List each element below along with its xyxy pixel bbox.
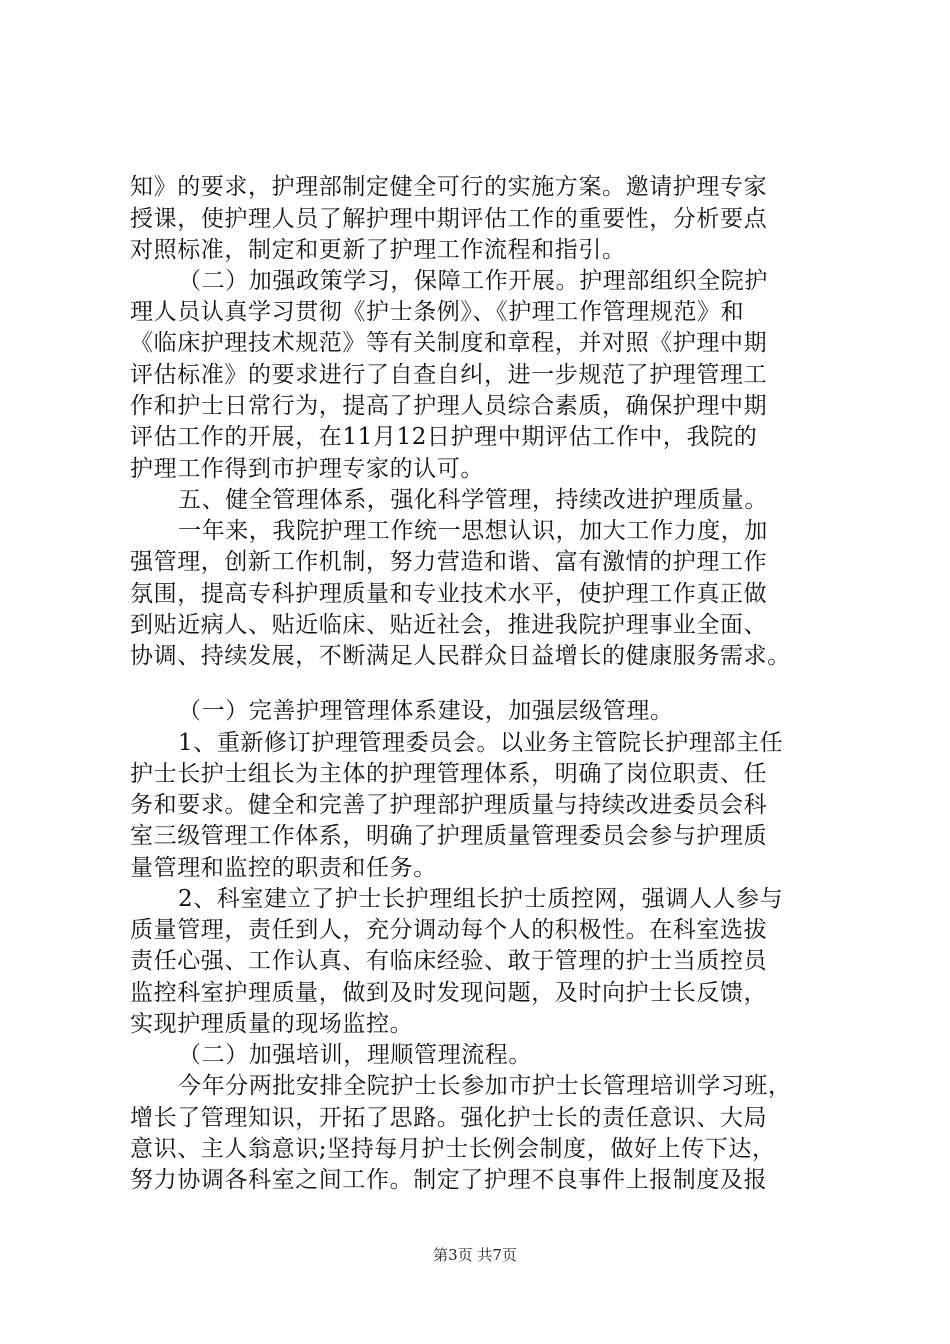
text-line: 协调、持续发展，不断满足人民群众日益增长的健康服务需求。: [130, 643, 791, 669]
text-line: 务和要求。健全和完善了护理部护理质量与持续改进委员会科: [130, 792, 768, 818]
text-line: 护理工作得到市护理专家的认可。: [130, 456, 484, 482]
text-line: 到贴近病人、贴近临床、贴近社会，推进我院护理事业全面、: [130, 612, 768, 638]
text-line: 对照标准，制定和更新了护理工作流程和指引。: [130, 237, 626, 263]
text-line: 《临床护理技术规范》等有关制度和章程，并对照《护理中期: [130, 330, 768, 356]
text-line: 今年分两批安排全院护士长参加市护士长管理培训学习班，: [178, 1073, 792, 1099]
text-line: 责任心强、工作认真、有临床经验、敢于管理的护士当质控员: [130, 948, 768, 974]
subsection-heading: （二）加强培训，理顺管理流程。: [178, 1042, 532, 1068]
text-line: 努力协调各科室之间工作。制定了护理不良事件上报制度及报: [130, 1167, 768, 1193]
text-line: 量管理和监控的职责和任务。: [130, 855, 437, 881]
text-line: 1、重新修订护理管理委员会。以业务主管院长护理部主任: [178, 730, 784, 756]
text-line: 作和护士日常行为，提高了护理人员综合素质，确保护理中期: [130, 393, 768, 419]
text-line: 一年来，我院护理工作统一思想认识，加大工作力度，加: [178, 518, 768, 544]
text-line: 评估工作的开展，在11月12日护理中期评估工作中，我院的: [130, 424, 758, 450]
subsection-heading: （一）完善护理管理体系建设，加强层级管理。: [178, 698, 674, 724]
text-line: 知》的要求，护理部制定健全可行的实施方案。邀请护理专家: [130, 174, 768, 200]
text-line: 2、科室建立了护士长护理组长护士质控网，强调人人参与: [178, 886, 784, 912]
text-line: （二）加强政策学习，保障工作开展。护理部组织全院护: [178, 268, 768, 294]
text-line: 理人员认真学习贯彻《护士条例》、《护理工作管理规范》和: [130, 299, 745, 325]
text-line: 增长了管理知识，开拓了思路。强化护士长的责任意识、大局: [130, 1105, 768, 1131]
text-line: 实现护理质量的现场监控。: [130, 1011, 414, 1037]
text-line: 授课，使护理人员了解护理中期评估工作的重要性，分析要点: [130, 206, 768, 232]
text-line: 评估标准》的要求进行了自查自纠，进一步规范了护理管理工: [130, 362, 768, 388]
text-line: 氛围，提高专科护理质量和专业技术水平，使护理工作真正做: [130, 581, 768, 607]
text-line: 室三级管理工作体系，明确了护理质量管理委员会参与护理质: [130, 823, 768, 849]
text-line: 意识、主人翁意识;坚持每月护士长例会制度，做好上传下达，: [130, 1136, 776, 1162]
page-number-footer: 第3页 共7页: [433, 1246, 517, 1264]
section-heading: 五、健全管理体系，强化科学管理，持续改进护理质量。: [178, 487, 768, 513]
text-line: 强管理，创新工作机制，努力营造和谐、富有激情的护理工作: [130, 549, 768, 575]
text-line: 质量管理，责任到人，充分调动每个人的积极性。在科室选拔: [130, 917, 768, 943]
text-line: 监控科室护理质量，做到及时发现问题，及时向护士长反馈，: [130, 980, 768, 1006]
text-line: 护士长护士组长为主体的护理管理体系，明确了岗位职责、任: [130, 761, 768, 787]
